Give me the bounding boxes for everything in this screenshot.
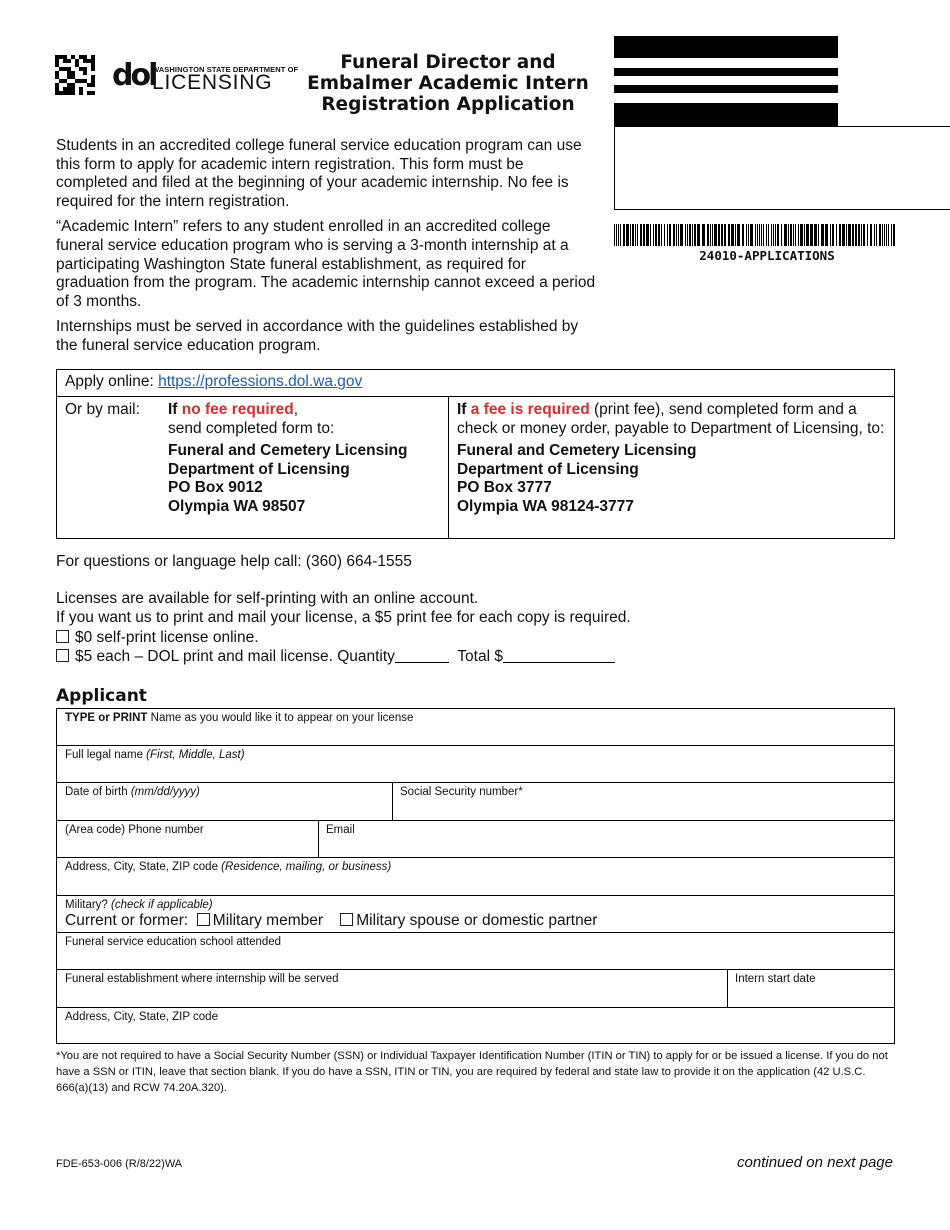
barcode-bar	[790, 224, 792, 246]
barcode-bar	[630, 224, 631, 246]
barcode-bar	[689, 224, 691, 246]
barcode-bar	[707, 224, 709, 246]
ssn-footnote: *You are not required to have a Social Security Number (SSN) or Individual Taxpayer Identification Number (ITIN or TIN) to apply for or be issued a license. If you do not have a SSN or ITIN, leave that section blank. If you do have a SSN, ITIN or TIN, you are required by federal and state law to provide it on the application (42 U.S.C. 666(a)(13) and RCW 74.20A.320).	[56, 1050, 888, 1094]
barcode-bar	[712, 224, 713, 246]
barcode-bar	[858, 224, 860, 246]
barcode-bar	[637, 224, 638, 246]
barcode-bar	[781, 224, 782, 246]
barcode-bar	[882, 224, 883, 246]
office-use-box	[614, 126, 950, 210]
barcode-bar	[842, 224, 845, 246]
start-date-field[interactable]: Intern start date	[727, 970, 894, 1008]
military-member-checkbox[interactable]	[197, 913, 210, 926]
barcode-bar	[755, 224, 756, 246]
fee-address: Funeral and Cemetery Licensing Department of Licensing PO Box 3777 Olympia WA 98124-3777	[457, 442, 697, 515]
agency-name-small: WASHINGTON STATE DEPARTMENT OF	[152, 65, 299, 74]
legal-name-field[interactable]: Full legal name (First, Middle, Last)	[57, 746, 894, 783]
barcode-bar	[685, 224, 686, 246]
intro-text	[56, 137, 596, 356]
barcode-bar	[832, 224, 834, 246]
barcode-bar	[728, 224, 730, 246]
barcode-bar	[876, 224, 877, 246]
office-use-bar	[614, 85, 838, 93]
intro-paragraph: Internships must be served in accordance with the guidelines established by the funeral service education program.	[56, 318, 579, 354]
barcode-bar	[687, 224, 688, 246]
barcode-bar	[848, 224, 851, 246]
barcode-bar	[798, 224, 799, 246]
barcode-bar	[888, 224, 889, 246]
barcode-bar	[757, 224, 758, 246]
phone-field[interactable]: (Area code) Phone number	[57, 821, 318, 858]
continued-note: continued on next page	[737, 1154, 893, 1171]
barcode-bar	[667, 224, 668, 246]
barcode-bar	[623, 224, 625, 246]
school-field[interactable]: Funeral service education school attended	[57, 933, 894, 970]
barcode-bar	[737, 224, 740, 246]
barcode-bar	[814, 224, 817, 246]
mail-print-checkbox[interactable]	[56, 649, 69, 662]
barcode-bar	[846, 224, 847, 246]
barcode-bar	[784, 224, 787, 246]
barcode-bar	[836, 224, 837, 246]
form-id: FDE-653-006 (R/8/22)WA	[56, 1158, 183, 1170]
barcode-bar	[818, 224, 819, 246]
barcode-bar	[702, 224, 705, 246]
intro-paragraph: Students in an accredited college funeral service education program can use this form to apply for academic intern registration. This form must be completed and filed at the beginning of your academic internship. No fee is required for the intern registration.	[56, 137, 582, 210]
barcode-bar	[795, 224, 796, 246]
barcode-bar	[761, 224, 762, 246]
barcode-bar	[771, 224, 772, 246]
barcode-bar	[821, 224, 824, 246]
barcode-bar	[664, 224, 665, 246]
barcode-bar	[759, 224, 760, 246]
apply-instructions-box	[56, 369, 895, 539]
barcode-bar	[773, 224, 774, 246]
establishment-field[interactable]: Funeral establishment where internship will be served	[57, 970, 727, 1008]
license-name-field[interactable]: TYPE or PRINT Name as you would like it to appear on your license	[57, 709, 894, 746]
barcode-bar	[676, 224, 677, 246]
barcode-bar	[884, 224, 885, 246]
barcode-bar	[825, 224, 828, 246]
barcode-bar	[697, 224, 700, 246]
barcode-bar	[718, 224, 720, 246]
barcode-bar	[694, 224, 696, 246]
barcode-bar	[669, 224, 671, 246]
fee-mail-section: If a fee is required (print fee), send completed form and a check or money order, payable to Department of Licensing, to: Funeral and Cemetery Licensing Department of Licensing PO Box 3777 Olympia WA 98124-3777	[449, 397, 894, 539]
barcode-bar	[673, 224, 675, 246]
barcode-bar	[893, 224, 895, 246]
barcode-bar	[653, 224, 654, 246]
barcode-bar	[863, 224, 865, 246]
barcode-bar	[800, 224, 803, 246]
barcode-bar	[879, 224, 881, 246]
office-use-bar	[614, 103, 838, 126]
barcode-bar	[714, 224, 717, 246]
apply-online-row: Apply online: https://professions.dol.wa.gov	[57, 370, 894, 397]
barcode-bar	[632, 224, 634, 246]
barcode-text: 24010-APPLICATIONS	[699, 248, 835, 263]
barcode-bar	[614, 224, 615, 246]
barcode-bar	[692, 224, 693, 246]
barcode-bar	[766, 224, 767, 246]
barcode-bar	[861, 224, 862, 246]
barcode-bar	[839, 224, 841, 246]
agency-name-big: LICENSING	[152, 71, 273, 94]
address-field[interactable]: Address, City, State, ZIP code (Residence, mailing, or business)	[57, 858, 894, 896]
barcode-bar	[806, 224, 809, 246]
barcode-bar	[852, 224, 854, 246]
no-fee-mail-section: Or by mail: If no fee required, send completed form to: Funeral and Cemetery Licensing Department of Licensing PO Box 9012 Olympia WA 98507	[57, 397, 449, 539]
establishment-address-field[interactable]: Address, City, State, ZIP code	[65, 1011, 218, 1023]
barcode-bar	[710, 224, 711, 246]
intro-paragraph: “Academic Intern” refers to any student enrolled in an accredited college funeral service education program who is serving a 3-month internship at a participating Washington State funeral establishment, as required for graduation from the program. The academic internship cannot exceed a period of 3 months.	[56, 218, 596, 310]
apply-online-link[interactable]: https://professions.dol.wa.gov	[158, 373, 363, 390]
barcode-bar	[724, 224, 726, 246]
barcode-bar	[620, 224, 621, 246]
office-use-bar	[614, 68, 838, 76]
office-use-bar	[614, 36, 838, 58]
barcode-bar	[748, 224, 749, 246]
barcode-bar	[891, 224, 892, 246]
dol-logo	[112, 58, 299, 94]
barcode-bar	[867, 224, 868, 246]
barcode-bar	[626, 224, 629, 246]
barcode-bar	[874, 224, 875, 246]
barcode-bar	[640, 224, 642, 246]
barcode-bar	[830, 224, 831, 246]
barcode-bar	[680, 224, 683, 246]
barcode-bar	[618, 224, 619, 246]
barcode-bar	[678, 224, 679, 246]
barcode-bar	[655, 224, 657, 246]
barcode-bar	[750, 224, 753, 246]
military-section: Military? (check if applicable) Current or former: Military member Military spouse or domestic partner	[57, 896, 894, 933]
barcode-bar	[643, 224, 645, 246]
ssn-field[interactable]: Social Security number*	[392, 783, 894, 821]
help-line: For questions or language help call: (360) 664-1555	[56, 553, 412, 570]
total-field[interactable]	[503, 649, 615, 663]
no-fee-address: Funeral and Cemetery Licensing Department of Licensing PO Box 9012 Olympia WA 98507	[168, 442, 408, 515]
barcode-bar	[777, 224, 779, 246]
applicant-heading: Applicant	[56, 686, 147, 706]
barcode-bar	[650, 224, 651, 246]
qr-code-icon	[55, 55, 95, 95]
barcode-bar	[746, 224, 747, 246]
email-field[interactable]: Email	[318, 821, 894, 858]
barcode-bar	[793, 224, 794, 246]
barcode-bar	[646, 224, 649, 246]
print-options: Licenses are available for self-printing with an online account. If you want us to print and mail your license, a $5 print fee for each copy is required. $0 self-print license online. $5 each – DOL print and mail license. Quantity Total $	[56, 590, 631, 665]
barcode-bar	[855, 224, 857, 246]
barcode-bar	[635, 224, 636, 246]
quantity-field[interactable]	[395, 649, 449, 663]
barcode-bar	[742, 224, 744, 246]
barcode-bar	[616, 224, 617, 246]
dol-logo-mark: dol	[112, 58, 156, 93]
barcode-bar	[731, 224, 734, 246]
barcode-bar	[658, 224, 660, 246]
barcode-bar	[661, 224, 662, 246]
barcode-icon	[614, 224, 896, 246]
barcode-bar	[804, 224, 805, 246]
barcode-bar	[810, 224, 813, 246]
self-print-checkbox[interactable]	[56, 630, 69, 643]
mail-label: Or by mail:	[65, 401, 140, 418]
military-spouse-checkbox[interactable]	[340, 913, 353, 926]
barcode-bar	[763, 224, 764, 246]
applicant-form-grid	[56, 708, 895, 1044]
barcode-bar	[735, 224, 736, 246]
barcode-bar	[775, 224, 776, 246]
barcode-bar	[788, 224, 789, 246]
form-title: Funeral Director and Embalmer Academic Intern Registration Application	[307, 52, 589, 115]
barcode-bar	[870, 224, 872, 246]
dob-field[interactable]: Date of birth (mm/dd/yyyy)	[57, 783, 392, 821]
barcode-bar	[886, 224, 887, 246]
barcode-bar	[768, 224, 769, 246]
barcode-bar	[721, 224, 723, 246]
